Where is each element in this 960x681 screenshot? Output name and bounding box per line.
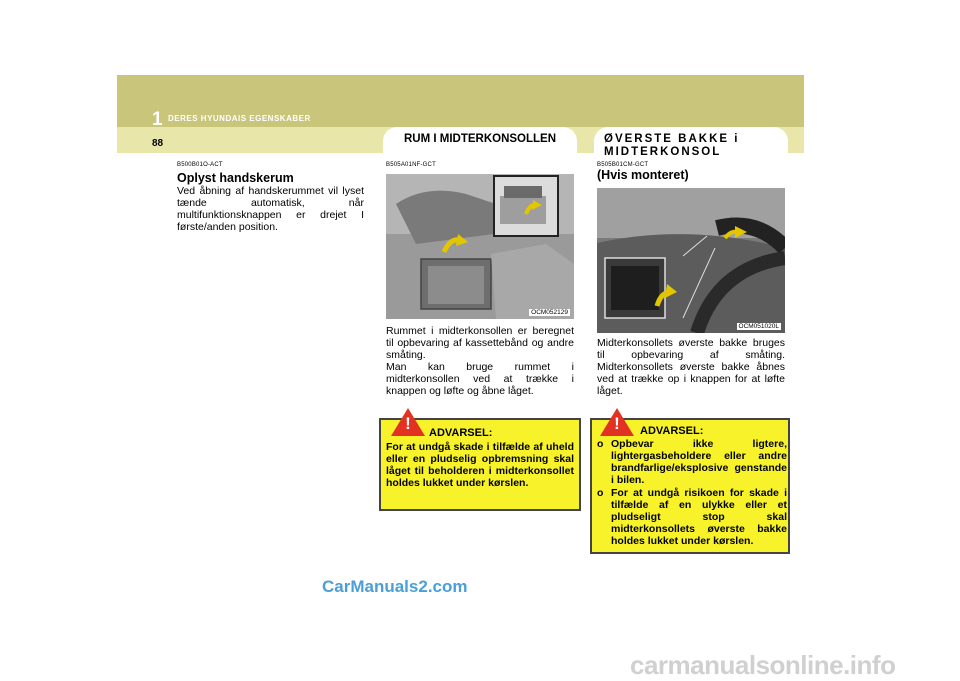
warning-title: ADVARSEL: xyxy=(640,425,704,437)
warning-list-item xyxy=(597,487,787,547)
warning-title: ADVARSEL: xyxy=(429,427,493,439)
footer-watermark: carmanualsonline.info xyxy=(630,650,896,680)
chapter-number: 1 xyxy=(152,109,163,130)
warning-box-tray xyxy=(590,414,790,554)
section-code: B500B01O-ACT xyxy=(177,162,223,168)
section-rum-midterkonsol xyxy=(386,162,574,397)
chapter-title: DERES HYUNDAIS EGENSKABER xyxy=(168,114,311,123)
watermark-link[interactable]: CarManuals2.com xyxy=(322,577,468,596)
section-oeverste-bakke xyxy=(597,162,785,397)
photo-caption: OCM052129 xyxy=(531,309,568,316)
section-body: Midterkonsollets øverste bakke bruges til opbevaring af småting. Midterkonsollets øverste bakke åbnes ved at trække op i knappen for at løfte låget. xyxy=(597,337,785,397)
warning-item-text: Opbevar ikke ligtere, lightergasbeholdere eller andre brandfarlige/eksplosive genstande i bilen. xyxy=(611,438,787,486)
page-number: 88 xyxy=(152,138,164,149)
section-heading: Oplyst handskerum xyxy=(177,171,294,185)
section-body: Rummet i midterkonsollen er beregnet til opbevaring af kassettebånd og andre småting. xyxy=(386,325,574,361)
section-heading: (Hvis monteret) xyxy=(597,168,689,182)
tray-illustration xyxy=(597,188,785,333)
upper-tray-photo xyxy=(597,188,785,333)
warning-box-console xyxy=(379,414,581,511)
warning-list xyxy=(597,438,787,548)
console-illustration xyxy=(386,174,574,319)
exclamation-icon: ! xyxy=(614,414,620,433)
section-body: Ved åbning af handskerummet vil lyset tænde automatisk, når multifunktionsknappen er drejet I første/anden position. xyxy=(177,185,364,233)
warning-item-text: For at undgå risikoen for skade i tilfælde af en ulykke eller et pludseligt stop skal midterkonsollets øverste bakke holdes lukket under kørslen. xyxy=(611,487,787,547)
tab-midterkonsol: RUM I MIDTERKONSOLLEN xyxy=(383,127,577,153)
console-storage-photo xyxy=(386,174,574,319)
bullet: o xyxy=(597,438,604,450)
tab-oeverste-bakke: ØVERSTE BAKKE i MIDTERKONSOL xyxy=(594,127,788,153)
exclamation-icon: ! xyxy=(405,414,411,433)
warning-text: For at undgå skade i tilfælde af uheld eller en pludselig opbremsning skal låget til beholderen i midterkonsollet holdes lukket under kørslen. xyxy=(386,441,574,489)
bullet: o xyxy=(597,487,604,499)
warning-list-item xyxy=(597,438,787,486)
section-code: B505A01NF-GCT xyxy=(386,162,436,168)
photo-caption: OCM051020L xyxy=(738,323,779,330)
section-body-2: Man kan bruge rummet i midterkonsollen ved at trække i knappen og løfte og åbne låget. xyxy=(386,361,574,397)
section-oplyst-handskerum xyxy=(177,162,364,233)
section-code: B505B01CM-GCT xyxy=(597,162,649,168)
